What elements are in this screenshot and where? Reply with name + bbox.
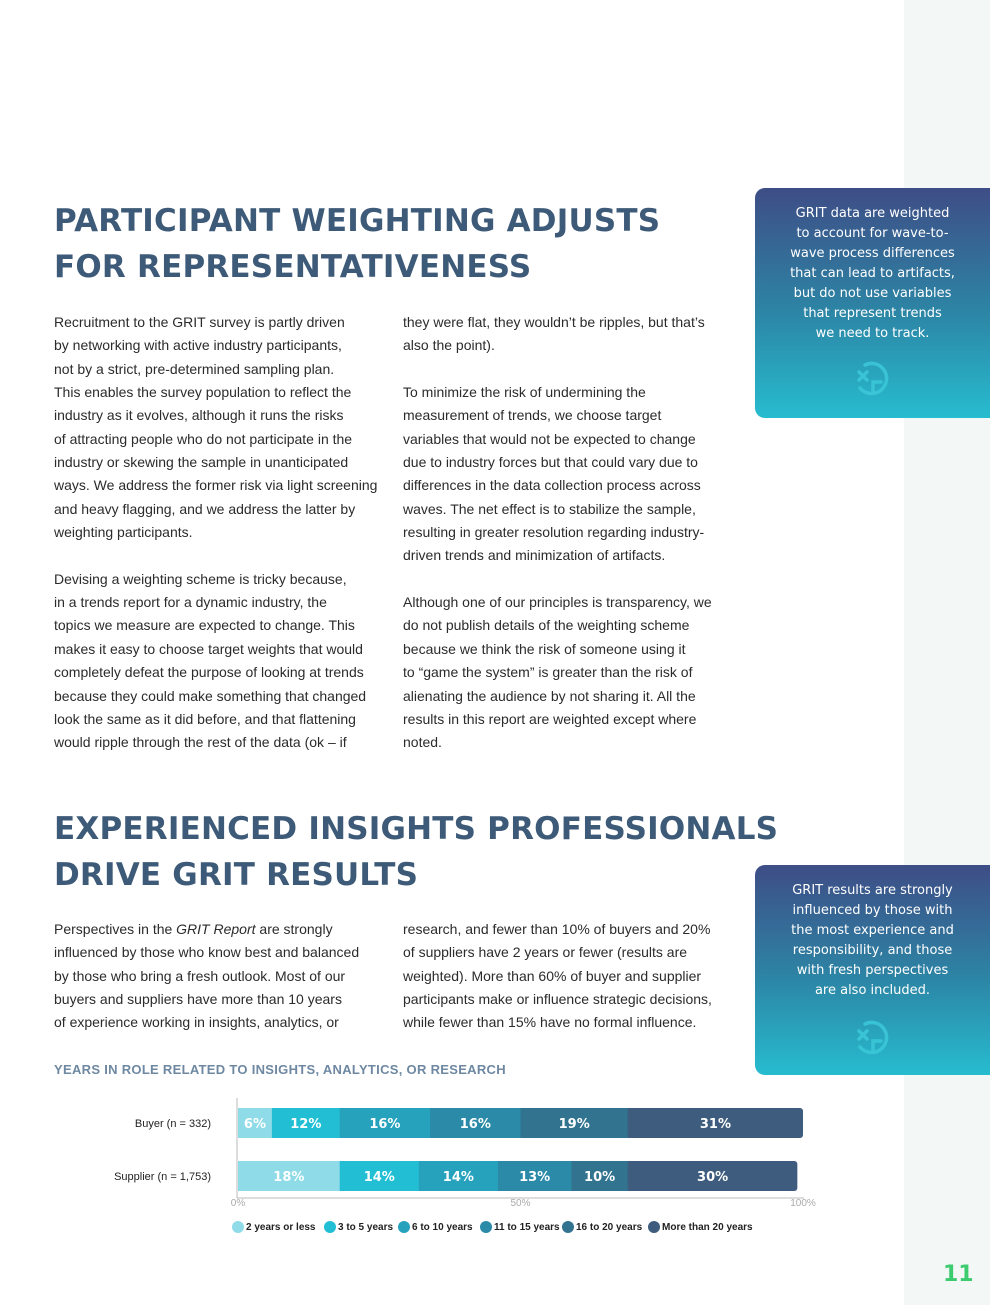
text-line: by those who bring a fresh outlook. Most of our <box>54 967 346 984</box>
legend-swatch <box>480 1221 492 1233</box>
report-title-italic: GRIT Report <box>176 921 256 937</box>
text-line: industry as it evolves, although it runs the risks <box>54 407 344 424</box>
section2-heading-line1: EXPERIENCED INSIGHTS PROFESSIONALS <box>54 811 779 847</box>
section1-callout-text <box>769 204 976 344</box>
legend-label: More than 20 years <box>662 1222 753 1233</box>
text-line: by networking with active industry participants, <box>54 337 342 354</box>
text-line: driven trends and minimization of artifacts. <box>403 547 666 564</box>
legend-label: 16 to 20 years <box>576 1222 643 1233</box>
text-line: that can lead to artifacts, <box>790 266 955 281</box>
section1-heading <box>54 198 660 290</box>
text-line: variables that would not be expected to change <box>403 430 696 447</box>
data-label: 16% <box>369 1117 401 1132</box>
text-line: results in this report are weighted except where <box>403 710 697 727</box>
years-in-role-chart <box>0 1090 904 1250</box>
text-line: industry or skewing the sample in unanticipated <box>54 454 349 471</box>
paragraph <box>403 591 738 754</box>
s2-col1-before: Perspectives in the <box>54 921 177 937</box>
legend-swatch <box>648 1221 660 1233</box>
text-line: but do not use variables <box>793 286 952 301</box>
text-line: buyers and suppliers have more than 10 years <box>54 991 342 1008</box>
section1-heading-line1: PARTICIPANT WEIGHTING ADJUSTS <box>54 203 661 239</box>
text-line: because we think the risk of someone using it <box>403 640 686 657</box>
text-line: not by a strict, pre-determined sampling plan. <box>54 360 335 377</box>
text-line: because they could make something that changed <box>54 687 367 704</box>
text-line: look the same as it did before, and that flattening <box>54 710 356 727</box>
text-line: resulting in greater resolution regarding industry- <box>403 524 705 541</box>
text-line: influenced by those who know best and balanced <box>54 944 360 961</box>
text-line: differences in the data collection process across <box>403 477 701 494</box>
text-line: completely defeat the purpose of looking at trends <box>54 664 364 681</box>
text-line: GRIT data are weighted <box>795 206 950 221</box>
grit-logo-icon <box>851 1015 895 1059</box>
text-line: and heavy flagging, and we address the latter by <box>54 500 356 517</box>
section1-column-right <box>403 311 738 755</box>
data-label: 18% <box>273 1170 305 1185</box>
text-line: weighted). More than 60% of buyer and supplier <box>403 967 702 984</box>
chart-title: YEARS IN ROLE RELATED TO INSIGHTS, ANALYTICS, OR RESEARCH <box>54 1062 506 1077</box>
data-label: 16% <box>459 1117 491 1132</box>
text-line: To minimize the risk of undermining the <box>403 384 646 401</box>
text-line: to “game the system” is greater than the risk of <box>403 664 693 681</box>
text-line: measurement of trends, we choose target <box>403 407 662 424</box>
text-line: are also included. <box>814 983 931 998</box>
text-line: Devising a weighting scheme is tricky because, <box>54 570 347 587</box>
text-line: Recruitment to the GRIT survey is partly driven <box>54 314 345 330</box>
legend-label: 2 years or less <box>246 1222 316 1233</box>
data-label: 6% <box>243 1117 266 1132</box>
page-number: 11 <box>943 1262 974 1287</box>
text-line: while fewer than 15% have no formal influence. <box>403 1014 697 1031</box>
text-line: This enables the survey population to reflect the <box>54 384 352 401</box>
paragraph <box>54 568 389 755</box>
section2-callout-text <box>769 881 976 1001</box>
section1-column-left <box>54 311 389 755</box>
text-line: due to industry forces but that could vary due to <box>403 454 698 471</box>
text-line: GRIT results are strongly <box>792 883 953 898</box>
legend-swatch <box>324 1221 336 1233</box>
text-line: makes it easy to choose target weights that would <box>54 640 363 657</box>
section1-callout <box>755 188 990 418</box>
grit-logo-icon <box>851 356 895 400</box>
text-line: would ripple through the rest of the data (ok – if <box>54 734 347 751</box>
text-line: waves. The net effect is to stabilize the sample, <box>403 500 696 517</box>
s2-col1-after: are strongly <box>255 921 333 937</box>
data-label: 30% <box>697 1170 729 1185</box>
section2-column-right <box>403 918 738 1035</box>
data-label: 14% <box>363 1170 395 1185</box>
text-line: the most experience and <box>791 923 954 938</box>
data-label: 31% <box>699 1117 731 1132</box>
text-line: noted. <box>403 734 442 751</box>
text-line: Although one of our principles is transparency, we <box>403 594 712 611</box>
text-line: also the point). <box>403 337 495 354</box>
section2-callout <box>755 865 990 1075</box>
x-tick-label: 50% <box>510 1198 531 1209</box>
section2-heading-line2: DRIVE GRIT RESULTS <box>54 857 419 893</box>
text-line: that represent trends <box>803 306 942 321</box>
text-line: we need to track. <box>815 326 930 341</box>
section1-heading-line2: FOR REPRESENTATIVENESS <box>54 249 532 285</box>
text-line: topics we measure are expected to change. This <box>54 617 355 634</box>
text-line: they were flat, they wouldn’t be ripples, but that’s <box>403 314 705 330</box>
x-tick-label: 100% <box>790 1198 816 1209</box>
legend-label: 3 to 5 years <box>338 1222 394 1233</box>
text-line: of experience working in insights, analytics, or <box>54 1014 339 1031</box>
data-label: 19% <box>558 1117 590 1132</box>
legend-swatch <box>562 1221 574 1233</box>
data-label: 13% <box>519 1170 551 1185</box>
legend-label: 6 to 10 years <box>412 1222 473 1233</box>
text-line: wave process differences <box>790 246 955 261</box>
category-label: Supplier (n = 1,753) <box>114 1171 211 1183</box>
text-line: of suppliers have 2 years or fewer (results are <box>403 944 688 961</box>
legend-swatch <box>232 1221 244 1233</box>
data-label: 10% <box>584 1170 616 1185</box>
section2-heading <box>54 806 778 898</box>
legend-swatch <box>398 1221 410 1233</box>
data-label: 14% <box>442 1170 474 1185</box>
x-tick-label: 0% <box>230 1198 246 1209</box>
text-line: do not publish details of the weighting scheme <box>403 617 690 634</box>
text-line: influenced by those with <box>792 903 953 918</box>
paragraph <box>403 381 738 568</box>
text-line: responsibility, and those <box>792 943 953 958</box>
text-line: alienating the audience by not sharing it. All the <box>403 687 696 704</box>
text-line: of attracting people who do not participate in the <box>54 430 353 447</box>
text-line: in a trends report for a dynamic industry, the <box>54 594 327 611</box>
text-line: participants make or influence strategic decisions, <box>403 991 712 1008</box>
text-line: ways. We address the former risk via light screening <box>54 477 378 494</box>
text-line: to account for wave-to- <box>796 226 949 241</box>
paragraph <box>54 311 389 544</box>
text-line: research, and fewer than 10% of buyers and 20% <box>403 921 711 937</box>
data-label: 12% <box>290 1117 322 1132</box>
text-line: weighting participants. <box>54 524 193 541</box>
text-line: with fresh perspectives <box>796 963 949 978</box>
section2-column-left <box>54 918 389 1035</box>
category-label: Buyer (n = 332) <box>134 1118 211 1130</box>
paragraph <box>403 311 738 358</box>
legend-label: 11 to 15 years <box>494 1222 560 1233</box>
